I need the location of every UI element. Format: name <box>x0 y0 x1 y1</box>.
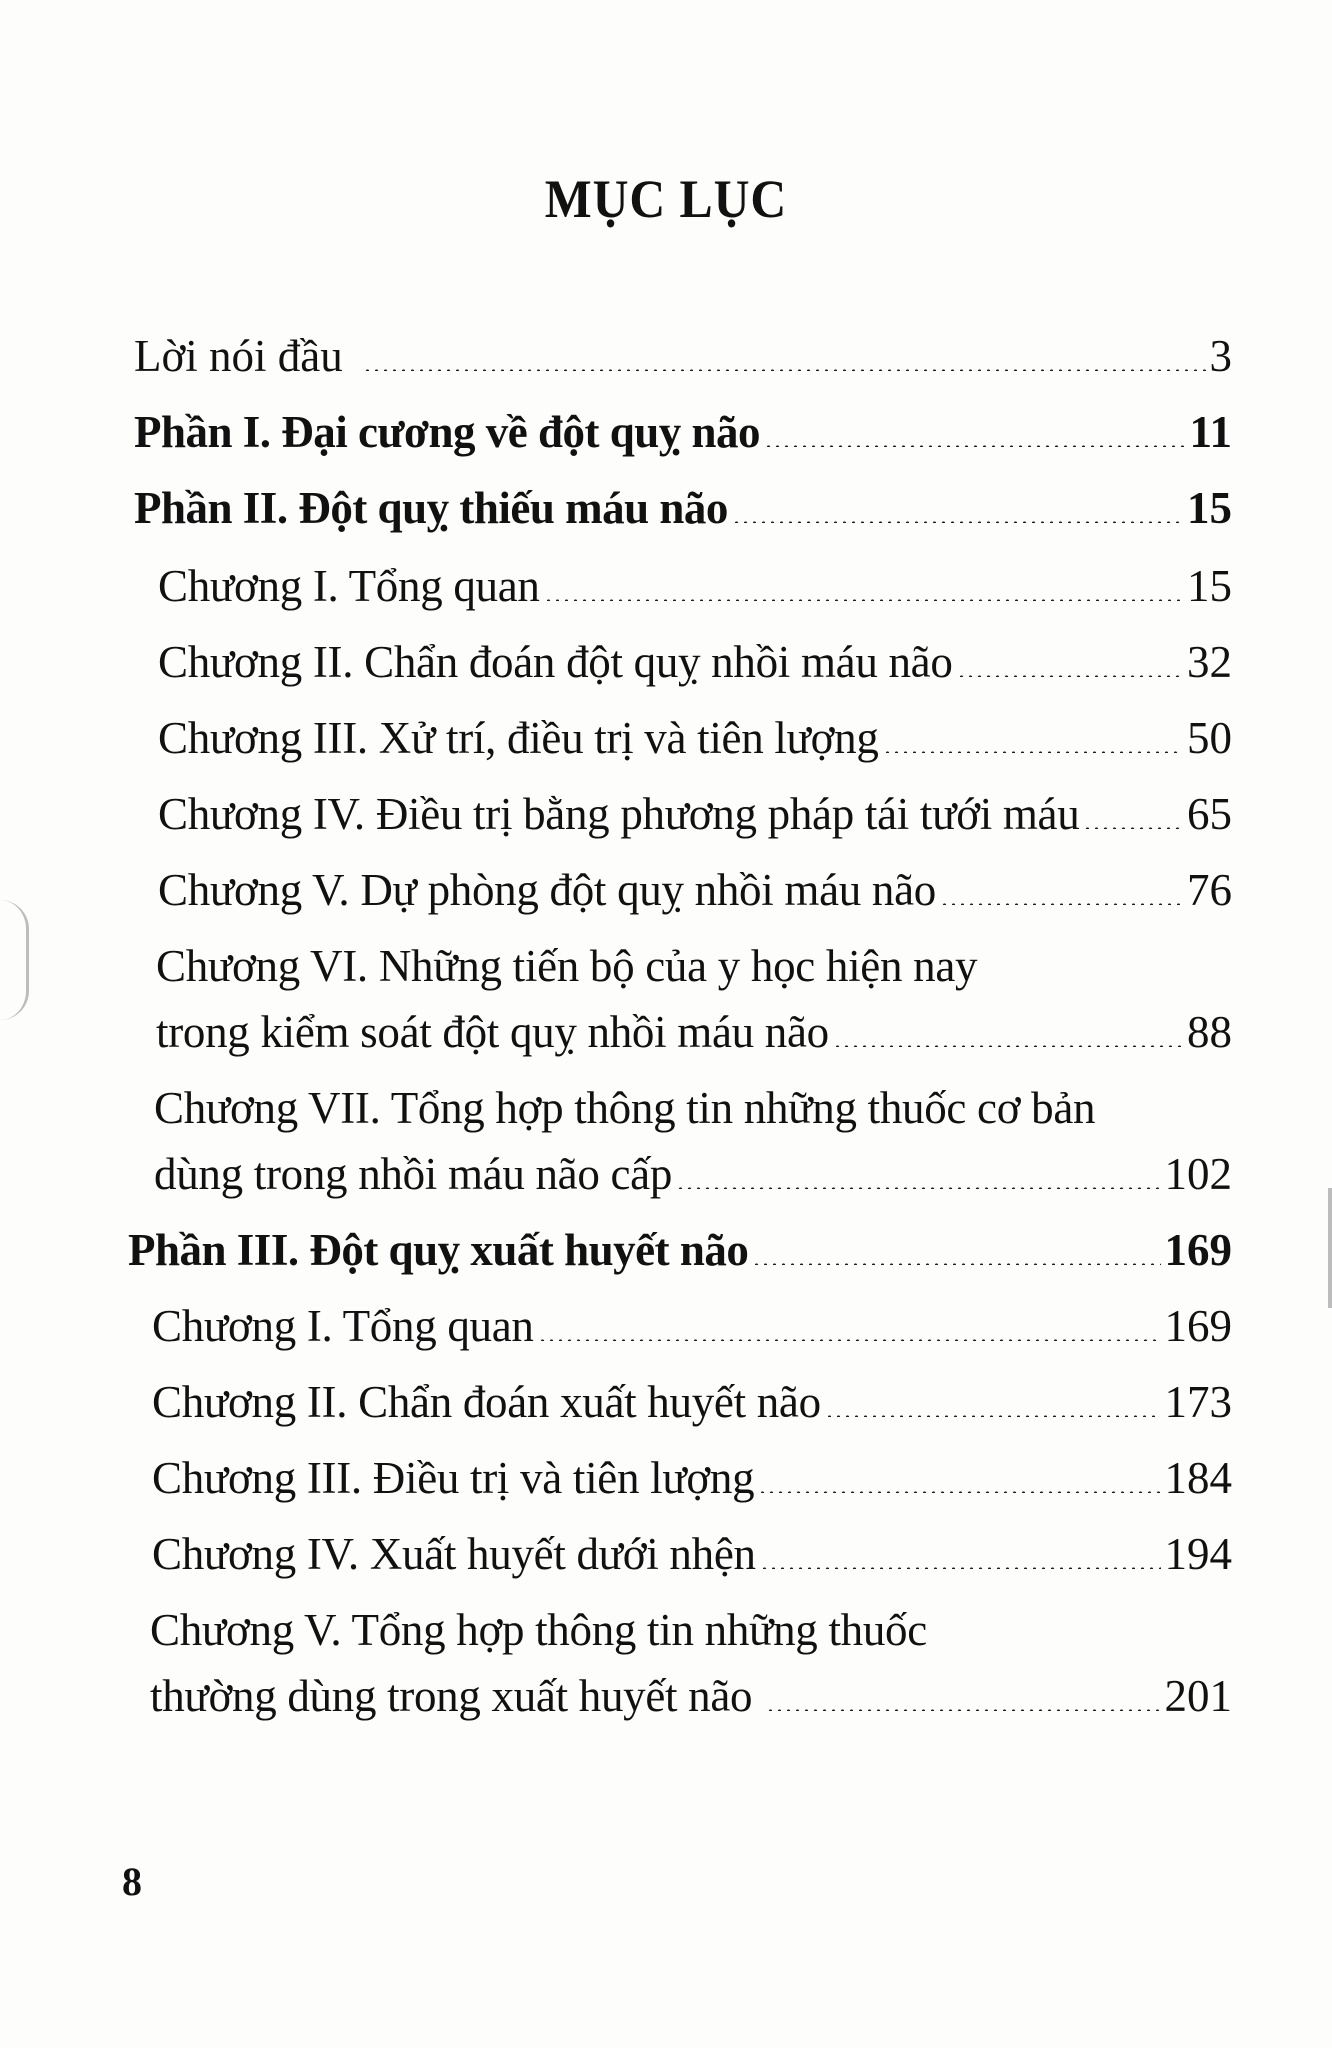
dot-leader <box>766 1703 1160 1711</box>
page-number: 8 <box>122 1859 142 1904</box>
toc-entry-chapter[interactable] <box>152 1377 1232 1427</box>
toc-entry-chapter[interactable] <box>154 1149 1232 1199</box>
toc-entry-label-line1: Chương V. Tổng hợp thông tin những thuốc <box>150 1605 927 1655</box>
scan-edge-mark <box>1328 1188 1332 1308</box>
toc-entry-page: 169 <box>1164 1225 1232 1275</box>
toc-entry-page: 50 <box>1187 713 1232 763</box>
toc-entry-page: 15 <box>1187 561 1232 611</box>
dot-leader <box>732 515 1183 523</box>
toc-entry-label: dùng trong nhồi máu não cấp <box>154 1149 673 1199</box>
toc-entry-part-2[interactable] <box>134 483 1232 533</box>
dot-leader <box>676 1181 1160 1189</box>
toc-entry-label: trong kiểm soát đột quỵ nhồi máu não <box>156 1007 829 1057</box>
toc-entry-label: Phần I. Đại cương về đột quỵ não <box>134 407 761 457</box>
toc-entry-preface[interactable] <box>134 331 1232 381</box>
page-title: MỤC LỤC <box>544 169 788 229</box>
toc-entry-label: Chương V. Dự phòng đột quỵ nhồi máu não <box>158 865 936 915</box>
toc-entry-chapter[interactable] <box>158 561 1232 611</box>
dot-leader <box>833 1039 1183 1047</box>
dot-leader <box>752 1257 1160 1265</box>
toc-entry-chapter[interactable] <box>152 1453 1232 1503</box>
toc-entry-page: 88 <box>1187 1007 1232 1057</box>
toc-entry-label: thường dùng trong xuất huyết não <box>150 1671 753 1721</box>
toc-entry-page: 102 <box>1164 1149 1232 1199</box>
toc-entry-label-line1: Chương VI. Những tiến bộ của y học hiện nay <box>156 941 978 991</box>
toc-entry-chapter[interactable] <box>156 1007 1232 1057</box>
toc-entry-chapter[interactable] <box>158 865 1232 915</box>
toc-entry-page: 65 <box>1187 789 1232 839</box>
toc-entry-label: Phần II. Đột quỵ thiếu máu não <box>134 483 728 533</box>
toc-entry-chapter[interactable] <box>152 1529 1232 1579</box>
toc-entry-page: 201 <box>1164 1671 1232 1721</box>
dot-leader <box>760 1561 1161 1569</box>
toc-entry-label: Chương IV. Xuất huyết dưới nhện <box>152 1529 756 1579</box>
toc-entry-chapter[interactable] <box>158 637 1232 687</box>
toc-entry-label: Chương I. Tổng quan <box>158 561 540 611</box>
toc-entry-label: Lời nói đầu <box>134 331 343 381</box>
toc-entry-chapter[interactable] <box>150 1671 1232 1721</box>
toc-entry-chapter[interactable] <box>152 1301 1232 1351</box>
dot-leader <box>758 1485 1160 1493</box>
dot-leader <box>363 363 1206 371</box>
toc-entry-chapter[interactable] <box>158 713 1232 763</box>
toc-entry-chapter[interactable] <box>158 789 1232 839</box>
toc-entry-label: Chương IV. Điều trị bằng phương pháp tái tưới máu <box>158 789 1080 839</box>
toc-entry-label-line1: Chương VII. Tổng hợp thông tin những thuốc cơ bản <box>154 1083 1096 1133</box>
toc-entry-page: 32 <box>1187 637 1232 687</box>
dot-leader <box>538 1333 1161 1341</box>
toc-entry-label: Chương II. Chẩn đoán xuất huyết não <box>152 1377 821 1427</box>
toc-entry-part-3[interactable] <box>128 1225 1232 1275</box>
toc-entry-label: Chương III. Điều trị và tiên lượng <box>152 1453 755 1503</box>
toc-entry-page: 194 <box>1164 1529 1232 1579</box>
toc-entry-page: 184 <box>1164 1453 1232 1503</box>
toc-entry-label: Chương III. Xử trí, điều trị và tiên lượng <box>158 713 879 763</box>
toc-entry-page: 169 <box>1164 1301 1232 1351</box>
toc-entry-page: 11 <box>1189 407 1232 457</box>
dot-leader <box>883 745 1183 753</box>
toc-entry-page: 15 <box>1187 483 1232 533</box>
dot-leader <box>957 669 1183 677</box>
toc-entry-page: 76 <box>1187 865 1232 915</box>
scan-edge-mark <box>0 900 29 1020</box>
dot-leader <box>544 593 1183 601</box>
toc-entry-page: 3 <box>1209 331 1232 381</box>
dot-leader <box>1083 821 1183 829</box>
dot-leader <box>940 897 1183 905</box>
toc-entry-page: 173 <box>1164 1377 1232 1427</box>
dot-leader <box>764 439 1185 447</box>
toc-entry-label: Chương II. Chẩn đoán đột quỵ nhồi máu não <box>158 637 953 687</box>
dot-leader <box>825 1409 1161 1417</box>
toc-entry-label: Chương I. Tổng quan <box>152 1301 534 1351</box>
toc-entry-part-1[interactable] <box>134 407 1232 457</box>
toc-entry-label: Phần III. Đột quỵ xuất huyết não <box>128 1225 749 1275</box>
